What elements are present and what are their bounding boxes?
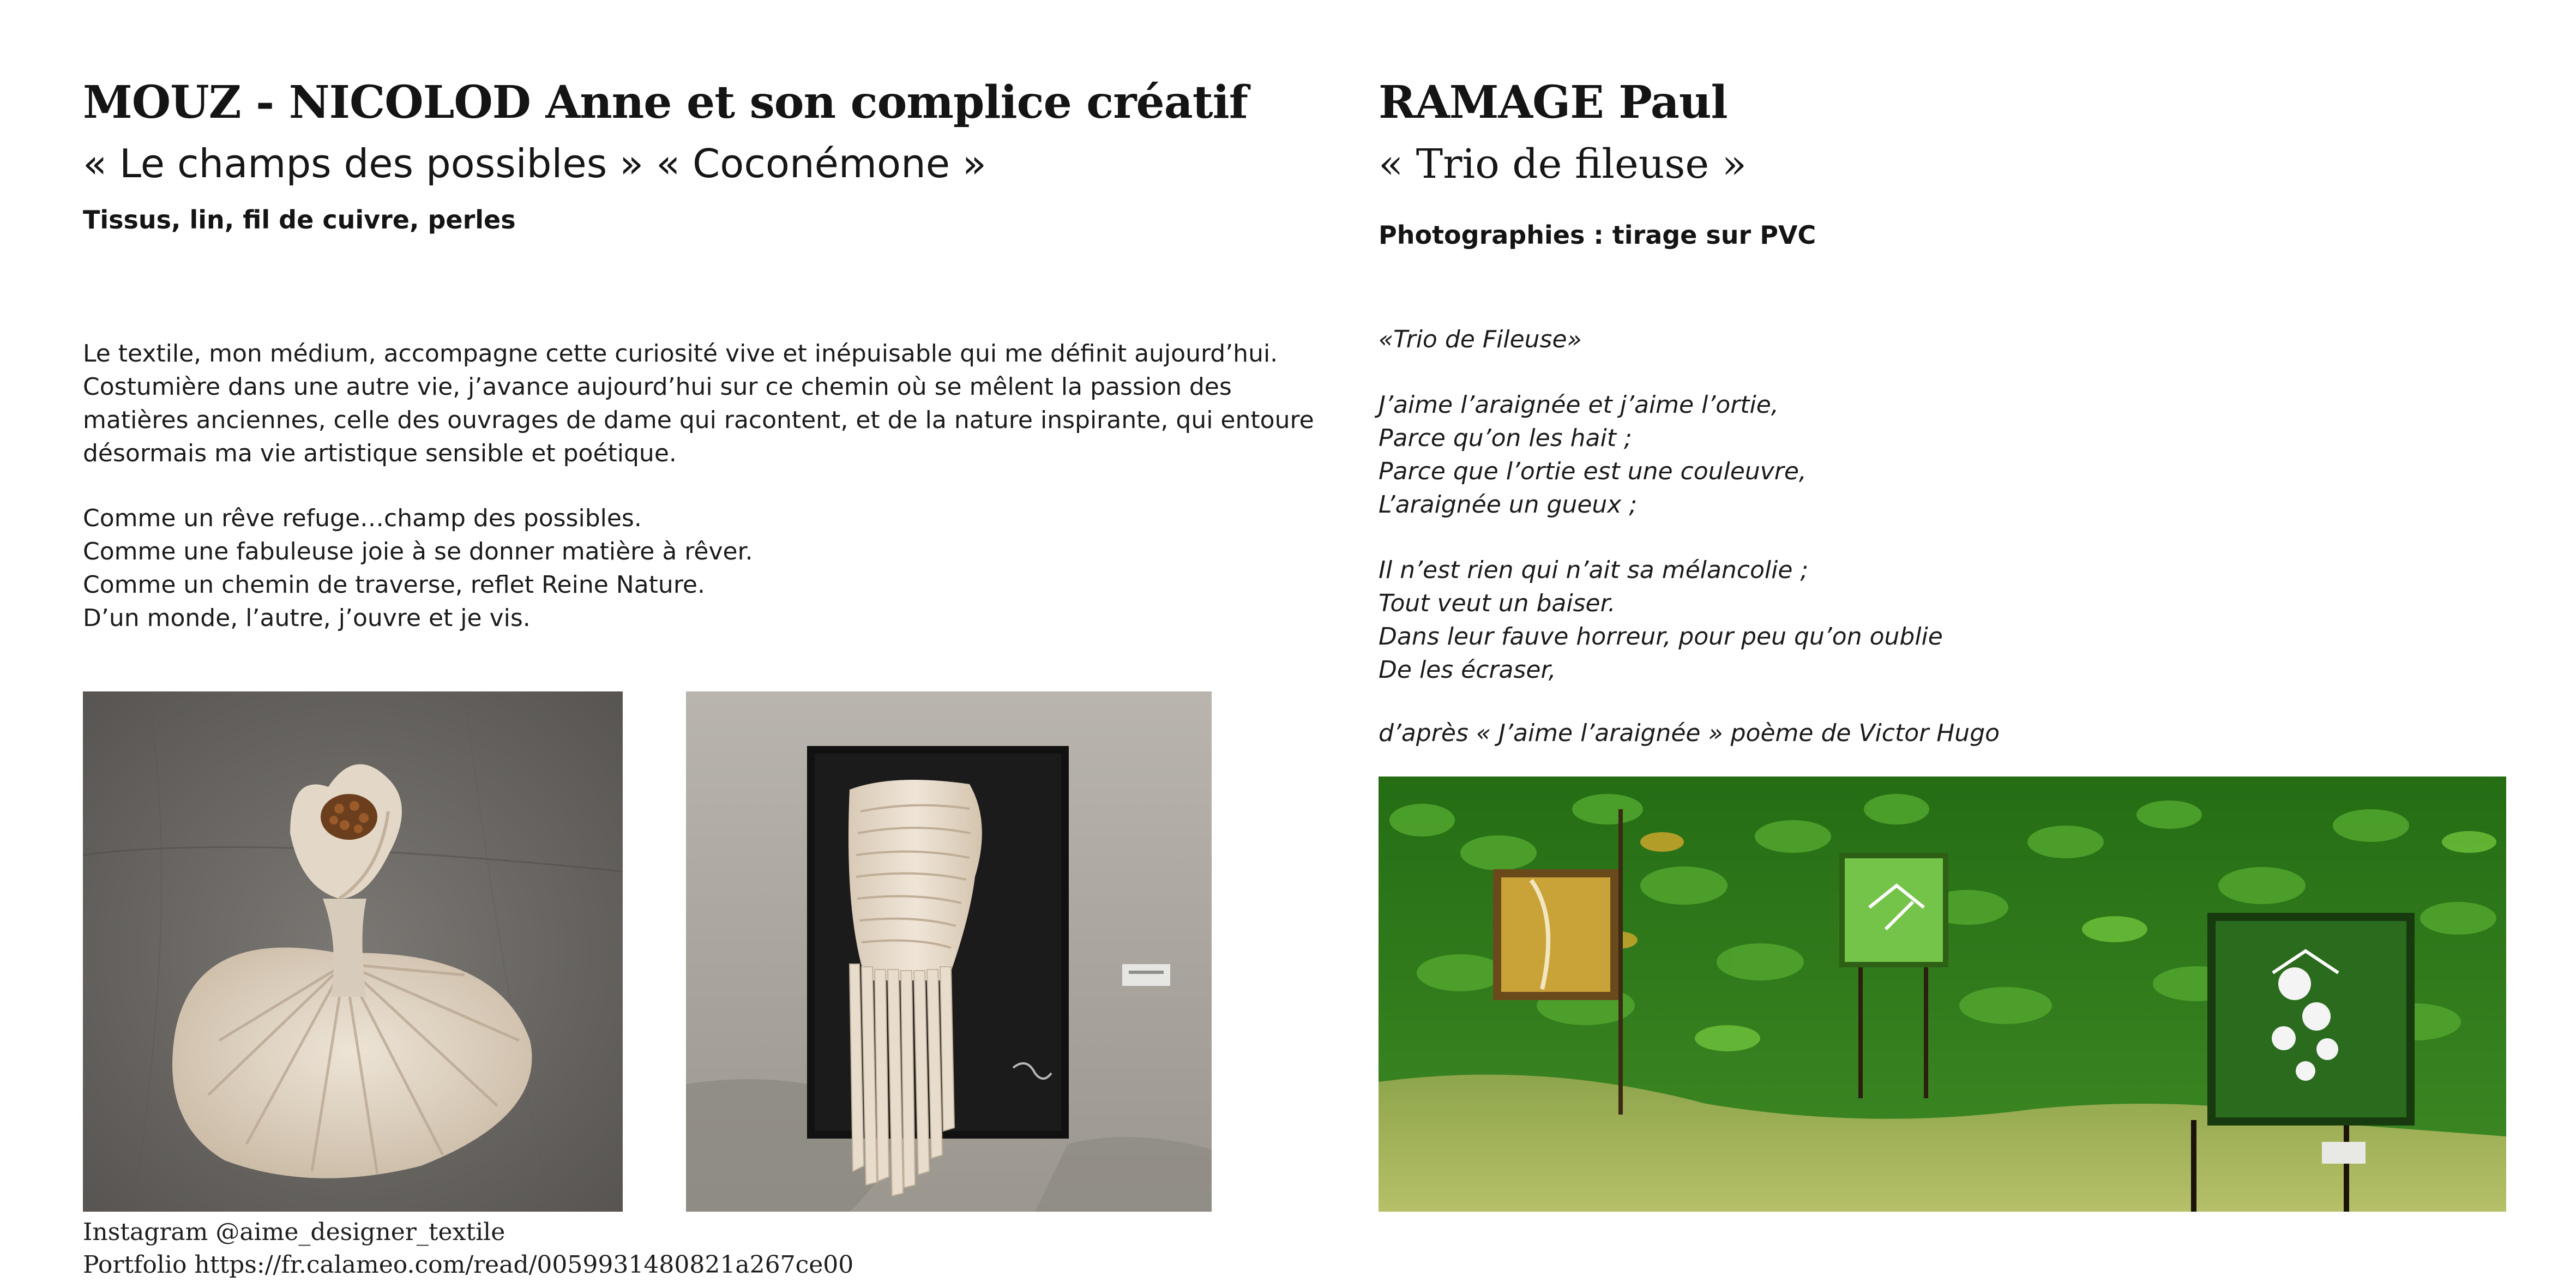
poem-stanza-2 <box>1379 553 1943 687</box>
statement-line: Comme un rêve refuge…champ des possibles. <box>83 504 642 532</box>
statement-line: D’un monde, l’autre, j’ouvre et je vis. <box>83 604 531 632</box>
statement-line: matières anciennes, celle des ouvrages de dame qui racontent, et de la nature inspirante, qui entoure <box>83 406 1314 434</box>
artist-statement-paragraph-1 <box>83 337 1314 470</box>
materials-line: Tissus, lin, fil de cuivre, perles <box>83 205 516 234</box>
artist-name: MOUZ - NICOLOD Anne et son complice créatif <box>83 76 1248 129</box>
artwork-titles: « Le champs des possibles » « Coconémone » <box>83 141 986 186</box>
statement-line: Comme un chemin de traverse, reflet Reine Nature. <box>83 571 705 599</box>
poem-line: De les écraser, <box>1379 656 1556 684</box>
portfolio-link[interactable]: Portfolio https://fr.calameo.com/read/0059931480821a267ce00 <box>83 1251 854 1279</box>
artist-links <box>83 1216 853 1281</box>
poem-title <box>1379 323 1582 356</box>
artist-name: RAMAGE Paul <box>1379 76 1728 129</box>
artwork-photo-trio-de-fileuse <box>1379 777 2506 1212</box>
poem-line: L’araignée un gueux ; <box>1379 491 1638 519</box>
poem-title-line: «Trio de Fileuse» <box>1379 326 1582 353</box>
poem-line: J’aime l’araignée et j’aime l’ortie, <box>1379 391 1779 419</box>
poem-credit-line: d’après « J’aime l’araignée » poème de Victor Hugo <box>1379 719 2000 747</box>
artist-statement-paragraph-2 <box>83 502 753 635</box>
poem-line: Parce que l’ortie est une couleuvre, <box>1379 458 1807 485</box>
materials-line: Photographies : tirage sur PVC <box>1379 220 1816 250</box>
poem-stanza-1 <box>1379 388 1807 521</box>
statement-line: désormais ma vie artistique sensible et poétique. <box>83 440 677 467</box>
statement-line: Le textile, mon médium, accompagne cette curiosité vive et inépuisable qui me définit aujourd’hui. <box>83 340 1278 368</box>
artwork-photo-coconemone <box>83 691 623 1212</box>
poem-credit <box>1379 717 2000 750</box>
poem-line: Dans leur fauve horreur, pour peu qu’on oublie <box>1379 623 1943 651</box>
poem-line: Parce qu’on les hait ; <box>1379 424 1632 452</box>
poem-line: Il n’est rien qui n’ait sa mélancolie ; <box>1379 556 1809 584</box>
artwork-title: « Trio de fileuse » <box>1379 141 1747 188</box>
statement-line: Comme une fabuleuse joie à se donner matière à rêver. <box>83 538 753 565</box>
artwork-photo-champs-des-possibles <box>686 691 1212 1212</box>
statement-line: Costumière dans une autre vie, j’avance aujourd’hui sur ce chemin où se mêlent la passion des <box>83 373 1232 401</box>
poem-line: Tout veut un baiser. <box>1379 589 1616 617</box>
instagram-link[interactable]: Instagram @aime_designer_textile <box>83 1218 505 1246</box>
